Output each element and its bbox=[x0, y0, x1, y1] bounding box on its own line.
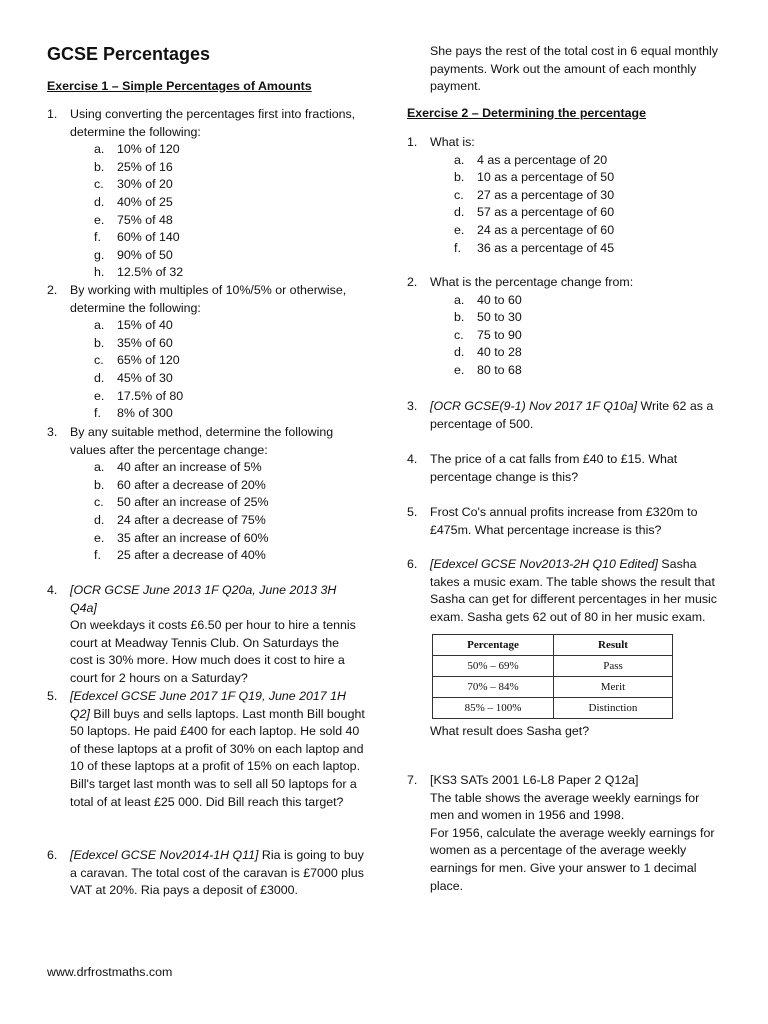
subquestion-text: 25% of 16 bbox=[117, 159, 173, 174]
subquestion-item bbox=[94, 459, 365, 477]
question-number: 4. bbox=[407, 452, 418, 466]
subquestion-text: 10 as a percentage of 50 bbox=[477, 170, 615, 185]
subquestion-text: 24 after a decrease of 75% bbox=[117, 512, 266, 527]
question-text: Write 62 as a percentage of 500. bbox=[430, 399, 714, 431]
table-cell: Merit bbox=[554, 677, 673, 698]
subquestion-text: 8% of 300 bbox=[117, 406, 173, 421]
subquestion-item bbox=[94, 194, 365, 212]
question-4 bbox=[47, 582, 365, 688]
subquestion-item bbox=[94, 547, 365, 565]
subquestion-letter: c. bbox=[94, 353, 104, 368]
subquestion-text: 25 after a decrease of 40% bbox=[117, 548, 266, 563]
question-5 bbox=[47, 688, 365, 811]
subquestion-text: 40 to 28 bbox=[477, 345, 522, 360]
subquestion-item bbox=[454, 327, 725, 345]
subquestion-letter: b. bbox=[94, 159, 105, 174]
subquestion-item bbox=[454, 240, 725, 258]
subquestion-text: 60% of 140 bbox=[117, 230, 180, 245]
subquestion-list bbox=[94, 317, 365, 423]
subquestion-letter: f. bbox=[454, 240, 461, 255]
table-cell: Pass bbox=[554, 656, 673, 677]
question-number: 1. bbox=[47, 107, 58, 121]
question-number: 6. bbox=[407, 557, 418, 571]
subquestion-letter: e. bbox=[454, 222, 465, 237]
subquestion-letter: a. bbox=[94, 318, 105, 333]
subquestion-text: 40 after an increase of 5% bbox=[117, 460, 262, 475]
subquestion-letter: b. bbox=[94, 477, 105, 492]
subquestion-letter: h. bbox=[94, 265, 105, 280]
subquestion-text: 10% of 120 bbox=[117, 142, 180, 157]
subquestion-text: 60 after a decrease of 20% bbox=[117, 477, 266, 492]
subquestion-letter: d. bbox=[94, 370, 105, 385]
exercise-2-heading: Exercise 2 – Determining the percentage bbox=[407, 106, 646, 120]
subquestion-letter: c. bbox=[454, 327, 464, 342]
exercise-2-question-4 bbox=[407, 451, 725, 486]
exercise-2-question-7 bbox=[407, 772, 725, 895]
subquestion-item bbox=[94, 141, 365, 159]
question-2 bbox=[47, 282, 365, 423]
exercise-2-question-1 bbox=[407, 134, 725, 257]
subquestion-text: 75 to 90 bbox=[477, 327, 522, 342]
question-6 bbox=[47, 847, 365, 900]
question-3 bbox=[47, 424, 365, 565]
subquestion-text: 40% of 25 bbox=[117, 194, 173, 209]
question-number: 1. bbox=[407, 135, 418, 149]
question-text: She pays the rest of the total cost in 6 equal monthly payments. Work out the amount of each monthly payment. bbox=[430, 44, 718, 94]
question-number: 2. bbox=[407, 275, 418, 289]
subquestion-item bbox=[94, 317, 365, 335]
exercise-2-question-2 bbox=[407, 274, 725, 380]
subquestion-text: 36 as a percentage of 45 bbox=[477, 240, 615, 255]
subquestion-letter: b. bbox=[94, 335, 105, 350]
question-reference: [KS3 SATs 2001 L6-L8 Paper 2 Q12a] bbox=[430, 773, 639, 787]
subquestion-text: 45% of 30 bbox=[117, 370, 173, 385]
subquestion-text: 4 as a percentage of 20 bbox=[477, 152, 608, 167]
question-reference: [OCR GCSE June 2013 1F Q20a, June 2013 3H Q4a] bbox=[70, 583, 337, 615]
subquestion-text: 15% of 40 bbox=[117, 318, 173, 333]
subquestion-text: 75% of 48 bbox=[117, 212, 173, 227]
subquestion-text: 50 to 30 bbox=[477, 310, 522, 325]
question-number: 3. bbox=[47, 425, 58, 439]
question-text: Ria is going to buy a caravan. The total cost of the caravan is £7000 plus VAT at 20%. Ria pays a deposit of £3000. bbox=[70, 848, 364, 898]
subquestion-text: 35% of 60 bbox=[117, 335, 173, 350]
question-1 bbox=[47, 106, 365, 282]
question-text: On weekdays it costs £6.50 per hour to hire a tennis court at Meadway Tennis Club. On Saturdays the cost is 30% more. How much does it cost to hire a court for 2 hours on a Saturday? bbox=[70, 618, 356, 685]
question-text: Bill buys and sells laptops. Last month Bill bought 50 laptops. He paid £400 for each laptop. He sold 40 of these laptops at a profit of 30% on each laptop and 10 of these laptops at a profit of 15% on each laptop. Bill's target last month was to sell all 50 laptops for a total of at least £25 000. Did Bill reach this target? bbox=[70, 706, 365, 809]
subquestion-letter: d. bbox=[94, 512, 105, 527]
exercise-2-question-5 bbox=[407, 504, 725, 539]
subquestion-text: 30% of 20 bbox=[117, 177, 173, 192]
subquestion-item bbox=[454, 292, 725, 310]
subquestion-letter: c. bbox=[94, 495, 104, 510]
question-text: For 1956, calculate the average weekly earnings for women as a percentage of the average weekly earnings for men. Give your answer to 1 decimal place. bbox=[430, 825, 715, 893]
subquestion-list bbox=[454, 292, 725, 380]
table-row bbox=[433, 677, 673, 698]
subquestion-letter: a. bbox=[454, 152, 465, 167]
subquestion-letter: b. bbox=[454, 310, 465, 325]
subquestion-letter: b. bbox=[454, 170, 465, 185]
subquestion-item bbox=[94, 229, 365, 247]
table-cell: 50% – 69% bbox=[433, 656, 554, 677]
subquestion-list bbox=[94, 141, 365, 282]
subquestion-item bbox=[94, 335, 365, 353]
exercise-2-question-3 bbox=[407, 398, 725, 433]
question-number: 5. bbox=[407, 505, 418, 519]
subquestion-item bbox=[94, 352, 365, 370]
question-reference: [Edexcel GCSE Nov2013-2H Q10 Edited] bbox=[430, 557, 658, 571]
question-reference: [OCR GCSE(9-1) Nov 2017 1F Q10a] bbox=[430, 399, 638, 413]
subquestion-text: 80 to 68 bbox=[477, 362, 522, 377]
subquestion-letter: d. bbox=[454, 345, 465, 360]
subquestion-item bbox=[94, 247, 365, 265]
subquestion-text: 12.5% of 32 bbox=[117, 265, 184, 280]
question-reference: [Edexcel GCSE June 2017 1F Q19, June 2017 1H Q2] bbox=[70, 689, 346, 721]
question-6-continued bbox=[407, 43, 725, 96]
question-text: By any suitable method, determine the following values after the percentage change: bbox=[70, 425, 334, 457]
table-cell: 85% – 100% bbox=[433, 698, 554, 719]
subquestion-letter: f. bbox=[94, 406, 101, 421]
subquestion-letter: d. bbox=[94, 194, 105, 209]
subquestion-letter: f. bbox=[94, 230, 101, 245]
subquestion-letter: e. bbox=[94, 530, 105, 545]
question-text: Using converting the percentages first into fractions, determine the following: bbox=[70, 107, 356, 139]
subquestion-letter: f. bbox=[94, 548, 101, 563]
question-text: By working with multiples of 10%/5% or otherwise, determine the following: bbox=[70, 283, 347, 315]
subquestion-item bbox=[454, 187, 725, 205]
question-text: Sasha takes a music exam. The table shows the result that Sasha can get for different percentages in her music exam. Sasha gets 62 out of 80 in her music exam. bbox=[430, 557, 717, 624]
subquestion-letter: e. bbox=[94, 388, 105, 403]
page-title: GCSE Percentages bbox=[47, 44, 211, 64]
subquestion-item bbox=[94, 530, 365, 548]
subquestion-text: 50 after an increase of 25% bbox=[117, 495, 269, 510]
question-number: 4. bbox=[47, 583, 58, 597]
subquestion-item bbox=[454, 362, 725, 380]
table-row bbox=[433, 698, 673, 719]
exercise-2-question-6 bbox=[407, 556, 725, 741]
subquestion-item bbox=[94, 405, 365, 423]
question-number: 6. bbox=[47, 848, 58, 862]
subquestion-list bbox=[94, 459, 365, 565]
subquestion-item bbox=[94, 264, 365, 282]
subquestion-item bbox=[94, 477, 365, 495]
footer-url: www.drfrostmaths.com bbox=[47, 965, 173, 979]
subquestion-item bbox=[94, 176, 365, 194]
exercise-1-heading: Exercise 1 – Simple Percentages of Amounts bbox=[47, 79, 312, 93]
subquestion-list bbox=[454, 152, 725, 258]
results-table bbox=[432, 634, 673, 719]
subquestion-text: 24 as a percentage of 60 bbox=[477, 222, 615, 237]
table-header-row bbox=[433, 635, 673, 656]
subquestion-item bbox=[454, 204, 725, 222]
question-number: 2. bbox=[47, 283, 58, 297]
subquestion-letter: g. bbox=[94, 247, 105, 262]
subquestion-item bbox=[94, 370, 365, 388]
subquestion-item bbox=[94, 388, 365, 406]
question-number: 7. bbox=[407, 773, 418, 787]
subquestion-item bbox=[94, 494, 365, 512]
question-text: What is: bbox=[430, 135, 475, 149]
table-row bbox=[433, 656, 673, 677]
subquestion-item bbox=[454, 309, 725, 327]
question-number: 5. bbox=[47, 689, 58, 703]
subquestion-item bbox=[94, 512, 365, 530]
subquestion-text: 17.5% of 80 bbox=[117, 388, 184, 403]
table-cell: 70% – 84% bbox=[433, 677, 554, 698]
question-followup: What result does Sasha get? bbox=[430, 724, 590, 739]
subquestion-letter: c. bbox=[94, 177, 104, 192]
subquestion-text: 35 after an increase of 60% bbox=[117, 530, 269, 545]
question-text: The table shows the average weekly earnings for men and women in 1956 and 1998. bbox=[430, 790, 700, 823]
question-number: 3. bbox=[407, 399, 418, 413]
question-text: What is the percentage change from: bbox=[430, 275, 634, 289]
subquestion-letter: a. bbox=[94, 142, 105, 157]
subquestion-item bbox=[94, 212, 365, 230]
subquestion-text: 90% of 50 bbox=[117, 247, 173, 262]
subquestion-item bbox=[454, 152, 725, 170]
table-header: Percentage bbox=[433, 635, 554, 656]
subquestion-text: 27 as a percentage of 30 bbox=[477, 187, 615, 202]
subquestion-letter: d. bbox=[454, 205, 465, 220]
subquestion-letter: c. bbox=[454, 187, 464, 202]
subquestion-letter: a. bbox=[94, 460, 105, 475]
subquestion-item bbox=[454, 344, 725, 362]
question-reference: [Edexcel GCSE Nov2014-1H Q11] bbox=[70, 848, 259, 862]
question-text: Frost Co's annual profits increase from £320m to £475m. What percentage increase is this? bbox=[430, 505, 698, 537]
subquestion-item bbox=[454, 169, 725, 187]
subquestion-letter: e. bbox=[94, 212, 105, 227]
subquestion-text: 65% of 120 bbox=[117, 353, 180, 368]
subquestion-item bbox=[454, 222, 725, 240]
subquestion-letter: e. bbox=[454, 362, 465, 377]
question-text: The price of a cat falls from £40 to £15. What percentage change is this? bbox=[430, 452, 678, 484]
subquestion-text: 57 as a percentage of 60 bbox=[477, 205, 615, 220]
subquestion-item bbox=[94, 159, 365, 177]
table-header: Result bbox=[554, 635, 673, 656]
table-cell: Distinction bbox=[554, 698, 673, 719]
subquestion-text: 40 to 60 bbox=[477, 292, 522, 307]
subquestion-letter: a. bbox=[454, 292, 465, 307]
